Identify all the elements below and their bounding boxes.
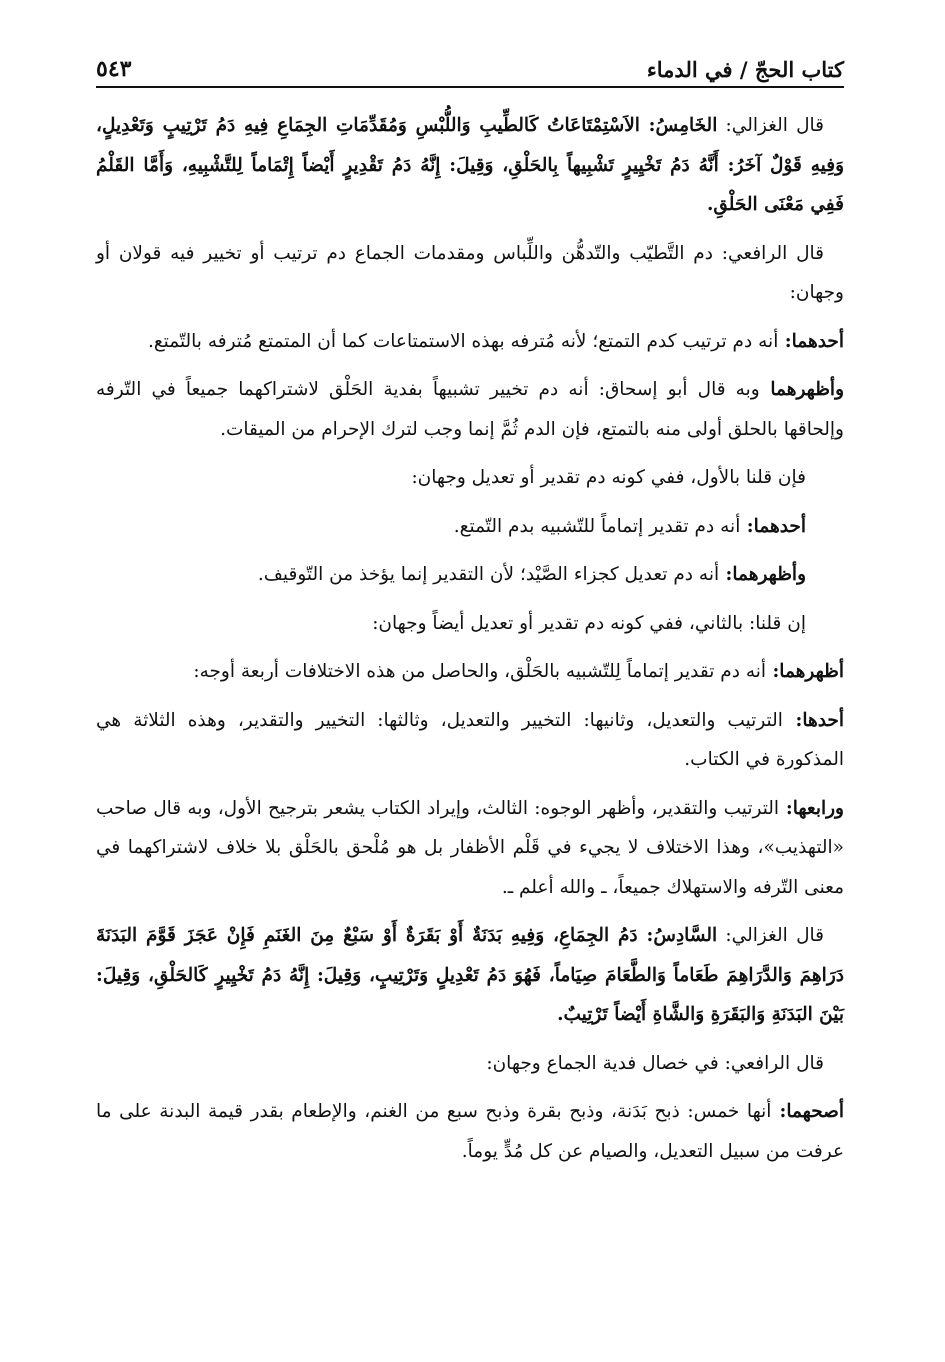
paragraph-lead: قال الغزالي: [717, 115, 824, 136]
paragraph-ghazali-sixth [96, 916, 844, 1035]
paragraph-soundest-view [96, 1092, 844, 1171]
paragraph-lead: أظهرهما: [766, 661, 844, 682]
paragraph-lead: أحدهما: [778, 330, 844, 352]
paragraph-stronger-subview [96, 555, 844, 595]
paragraph-text: الترتيب والتعديل، وثانيها: التخيير والتعديل، وثالثها: التخيير والتقدير، وهذه الثلاثة هي المذكورة في الكتاب. [96, 709, 844, 770]
paragraph-rafii-jima [96, 1044, 844, 1084]
running-header [96, 48, 844, 88]
paragraph-text: وبه قال أبو إسحاق: أنه دم تخيير تشبيهاً بفدية الحَلْق لاشتراكهما جميعاً في التّرفه وإلحاقها بالحلق أولى منه بالتمتع، فإن الدم ثُمَّ إنما وجب لترك الإحرام من الميقات. [96, 379, 844, 440]
paragraph-lead: أحدهما: [740, 515, 806, 537]
paragraph-text: أنها خمس: ذبح بَدَنة، وذبح بقرة وذبح سبع من الغنم، والإطعام بقدر قيمة البدنة على ما عرفت من سبيل التعديل، والصيام عن كل مُدٍّ يوماً. [96, 1101, 844, 1162]
paragraph-first-view [96, 322, 844, 362]
paragraph-stronger-view [96, 370, 844, 449]
matn-text: الخَامِسُ: الاَسْتِمْتَاعَاتُ كَالطِّيبِ وَاللُّبْسِ وَمُقَدِّمَاتِ الجِمَاعِ فِيهِ دَمُ تَرْتِيبٍ وَتَعْدِيلٍ، وَفِيهِ قَوْلٌ آخَرُ: أَنَّهُ دَمُ تَخْيِيرٍ تَشْبِيهاً بِالحَلْقِ، وَقِيلَ: إِنَّهُ دَمُ تَقْدِيرٍ أَيْضاً إِتْمَاماً لِلتَّشْبِيهِ، وَأَمَّا القَلْمُ فَفِي مَعْنَى الحَلْقِ. [96, 115, 844, 215]
paragraph-if-second [96, 604, 844, 644]
paragraph-four-views [96, 701, 844, 780]
paragraph-lead: وأظهرهما [759, 379, 844, 400]
paragraph-if-first [96, 458, 844, 498]
running-title: كتاب الحجّ / في الدماء [646, 57, 844, 82]
paragraph-stronger-of-second [96, 652, 844, 692]
paragraph-lead: وأظهرهما: [719, 564, 806, 585]
page-body [96, 106, 844, 1171]
paragraph-lead: قال الرافعي: [713, 242, 824, 264]
paragraph-text: أنه دم ترتيب كدم التمتع؛ لأنه مُترفه بهذه الاستمتاعات كما أن المتمتع مُترفه بالتّمتع. [147, 330, 779, 352]
paragraph-text: أنه دم تقدير إتماماً للتّشبيه بدم التّمتع. [453, 515, 741, 537]
paragraph-lead: أصحهما: [771, 1101, 844, 1122]
paragraph-lead: ورابعها: [779, 797, 844, 819]
paragraph-lead: قال الرافعي: [718, 1052, 824, 1074]
paragraph-text: فإن قلنا بالأول، ففي كونه دم تقدير أو تعديل وجهان: [411, 467, 806, 488]
paragraph-fourth-view [96, 789, 844, 908]
book-page [96, 48, 844, 1338]
paragraph-text: الترتيب والتقدير، وأظهر الوجوه: الثالث، وإيراد الكتاب يشعر بترجيح الأول، وبه قال صاحب «التهذيب»، وهذا الاختلاف لا يجيء في قَلْم الأظفار بل هو مُلْحق بالحَلْق بلا خلاف لاشتراكهما في معنى التّرفه والاستهلاك جميعاً، ـ والله أعلم ـ. [96, 797, 844, 898]
page-number: ٥٤٣ [96, 56, 132, 82]
paragraph-text: دم التَّطيّب والتّدهُّن واللِّباس ومقدمات الجماع دم ترتيب أو تخيير فيه قولان أو وجهان: [96, 242, 844, 303]
paragraph-first-subview [96, 507, 844, 547]
paragraph-ghazali-fifth [96, 106, 844, 225]
paragraph-lead: قال الغزالي: [717, 925, 824, 946]
paragraph-text: أنه دم تقدير إتماماً لِلتّشبيه بالحَلْق، والحاصل من هذه الاختلافات أربعة أوجه: [193, 661, 767, 682]
paragraph-text: أنه دم تعديل كجزاء الصَّيْد؛ لأن التقدير إنما يؤخذ من التّوقيف. [257, 564, 720, 585]
paragraph-lead: أحدها: [782, 709, 844, 731]
paragraph-text: في خصال فدية الجماع وجهان: [486, 1052, 719, 1074]
paragraph-rafii-commentary [96, 234, 844, 313]
matn-text: السَّادِسُ: دَمُ الجِمَاعِ، وَفِيهِ بَدَنَةٌ أَوْ بَقَرَةٌ أَوْ سَبْعٌ مِنَ الغَنَمِ فَإِنْ عَجَزَ قَوَّمَ البَدَنَةَ دَرَاهِمَ وَالدَّرَاهِمَ طَعَاماً وَالطَّعَامَ صِيَاماً، فَهُوَ دَمُ تَعْدِيلٍ وَتَرْتِيبٍ، وَقِيلَ: إِنَّهُ دَمُ تَخْيِيرٍ كَالحَلْقِ، وَقِيلَ: بَيْنَ البَدَنَةِ وَالبَقَرَةِ وَالشَّاةِ أَيْضاً تَرْتِيبٌ. [96, 925, 844, 1025]
paragraph-text: إن قلنا: بالثاني، ففي كونه دم تقدير أو تعديل أيضاً وجهان: [372, 612, 806, 634]
